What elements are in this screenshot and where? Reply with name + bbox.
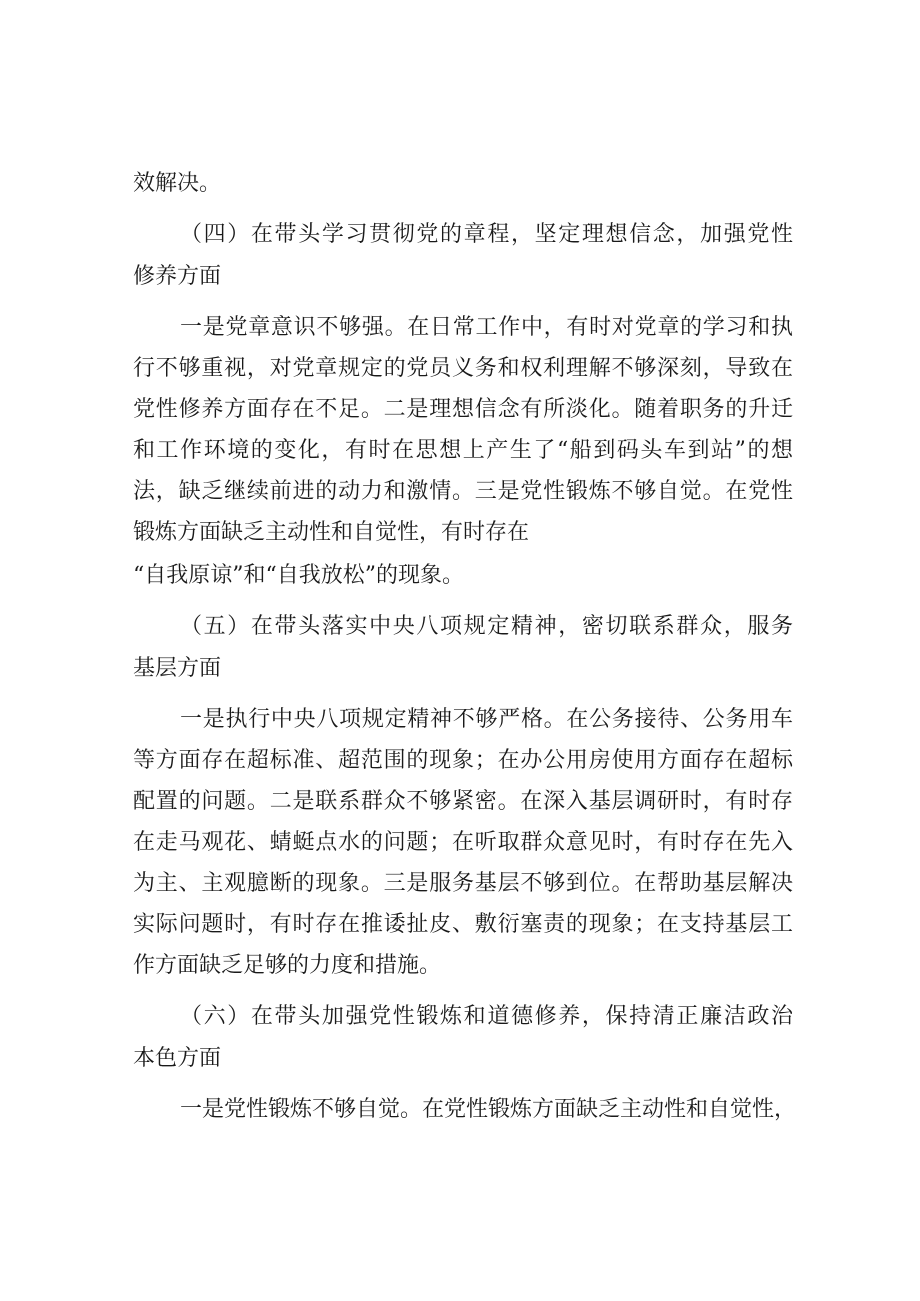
paragraph-line: 法，缺乏继续前进的动力和激情。三是党性锻炼不够自觉。在党性 (133, 479, 793, 504)
paragraph-line: 作方面缺乏足够的力度和措施。 (133, 953, 442, 978)
paragraph-line: 配置的问题。二是联系群众不够紧密。在深入基层调研时，有时存 (133, 789, 793, 814)
paragraph-line: 等方面存在超标准、超范围的现象；在办公用房使用方面存在超标 (133, 748, 793, 773)
section-heading-5-line-2: 基层方面 (133, 656, 222, 681)
paragraph-line: 为主、主观臆断的现象。三是服务基层不够到位。在帮助基层解决 (133, 871, 793, 896)
section-heading-5-line-1: （五）在带头落实中央八项规定精神，密切联系群众，服务 (180, 614, 793, 639)
paragraph-line: 效解决。 (133, 171, 222, 196)
paragraph-line: “自我原谅”和“自我放松”的现象。 (133, 563, 464, 588)
section-heading-4-line-2: 修养方面 (133, 264, 222, 289)
paragraph-line: 锻炼方面缺乏主动性和自觉性，有时存在 (133, 520, 530, 545)
section-heading-6-line-2: 本色方面 (133, 1046, 222, 1071)
paragraph-line: 实际问题时，有时存在推诿扯皮、敷衍塞责的现象；在支持基层工 (133, 912, 793, 937)
section-heading-6-line-1: （六）在带头加强党性锻炼和道德修养，保持清正廉洁政治 (180, 1004, 793, 1029)
section-heading-4-line-1: （四）在带头学习贯彻党的章程，坚定理想信念，加强党性 (180, 222, 793, 247)
paragraph-line: 一是党性锻炼不够自觉。在党性锻炼方面缺乏主动性和自觉性， (180, 1097, 797, 1122)
paragraph-line: 党性修养方面存在不足。二是理想信念有所淡化。随着职务的升迁 (133, 397, 793, 422)
paragraph-line: 在走马观花、蜻蜓点水的问题；在听取群众意见时，有时存在先入 (133, 830, 793, 855)
paragraph-line: 一是执行中央八项规定精神不够严格。在公务接待、公务用车 (180, 707, 793, 732)
paragraph-line: 一是党章意识不够强。在日常工作中，有时对党章的学习和执 (180, 315, 793, 340)
paragraph-line: 和工作环境的变化，有时在思想上产生了“船到码头车到站”的想 (133, 438, 793, 463)
paragraph-line: 行不够重视，对党章规定的党员义务和权利理解不够深刻，导致在 (133, 356, 793, 381)
